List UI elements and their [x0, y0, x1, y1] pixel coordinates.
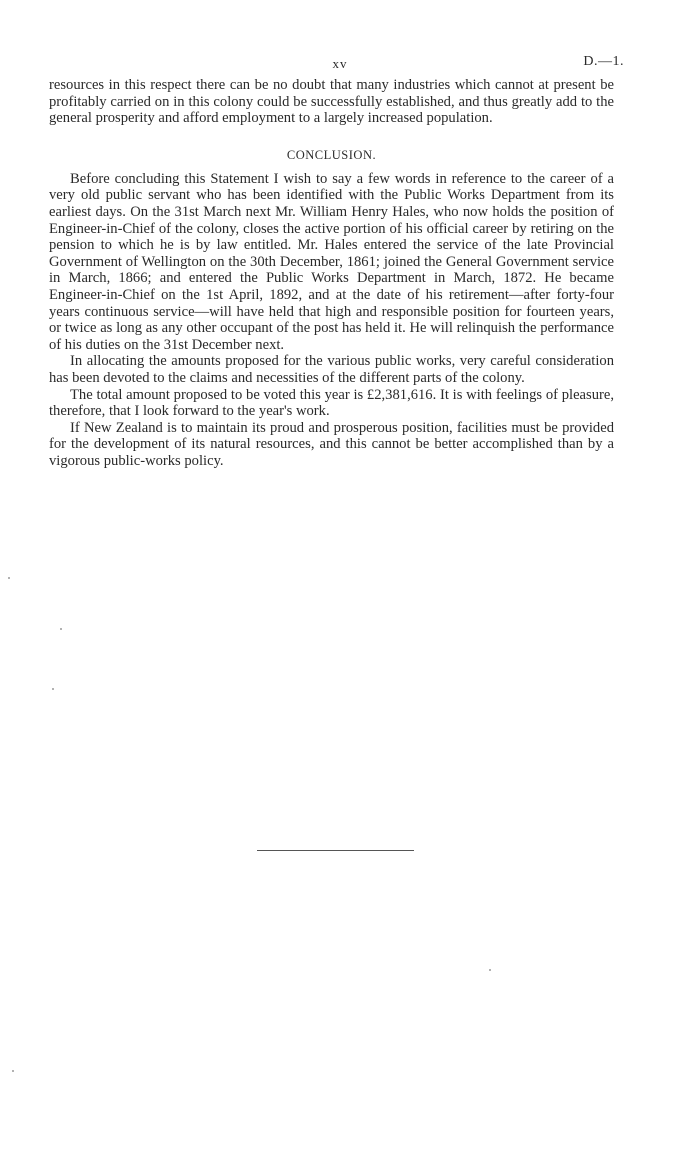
document-reference: D.—1. — [583, 54, 624, 69]
page-number: xv — [332, 56, 348, 71]
scan-speck — [52, 688, 54, 690]
opening-paragraph: resources in this respect there can be no doubt that many industries which cannot at present be profitably carried on in this colony could be successfully established, and thus greatly add to the general prosperity and afford employment to a largely increased population. — [49, 77, 614, 127]
scan-speck — [489, 969, 491, 971]
body-text — [49, 77, 614, 469]
paragraph-total-amount: The total amount proposed to be voted this year is £2,381,616. It is with feelings of pleasure, therefore, that I look forward to the year's work. — [49, 386, 614, 420]
section-heading: CONCLUSION. — [286, 147, 377, 162]
paragraph-allocation: In allocating the amounts proposed for the various public works, very careful consideration has been devoted to the claims and necessities of the different parts of the colony. — [49, 353, 614, 386]
scan-speck — [8, 577, 10, 579]
scan-speck — [12, 1070, 14, 1072]
scan-speck — [60, 628, 62, 630]
paragraph-policy: If New Zealand is to maintain its proud and prosperous position, facilities must be provided for the development of its natural resources, and this cannot be better accomplished than by a vigorous public-works policy. — [49, 419, 614, 469]
closing-rule — [257, 850, 414, 851]
paragraph-retirement: Before concluding this Statement I wish to say a few words in reference to the career of a very old public servant who has been identified with the Public Works Department from its earliest days. On the 31st March next Mr. William Henry Hales, who now holds the position of Engineer-in-Chief of the colony, closes the active portion of his official career by retiring on the pension to which he is by law entitled. Mr. Hales entered the service of the late Provincial Government of Wellington on the 30th December, 1861; joined the General Government service in March, 1866; and entered the Public Works Department in March, 1872. He became Engineer-in-Chief on the 1st April, 1892, and at the date of his retirement—after forty-four years continuous service—will have held that high and responsible position for fourteen years, or twice as long as any other occupant of the post has held it. He will relinquish the performance of his duties on the 31st December next. — [49, 170, 614, 353]
